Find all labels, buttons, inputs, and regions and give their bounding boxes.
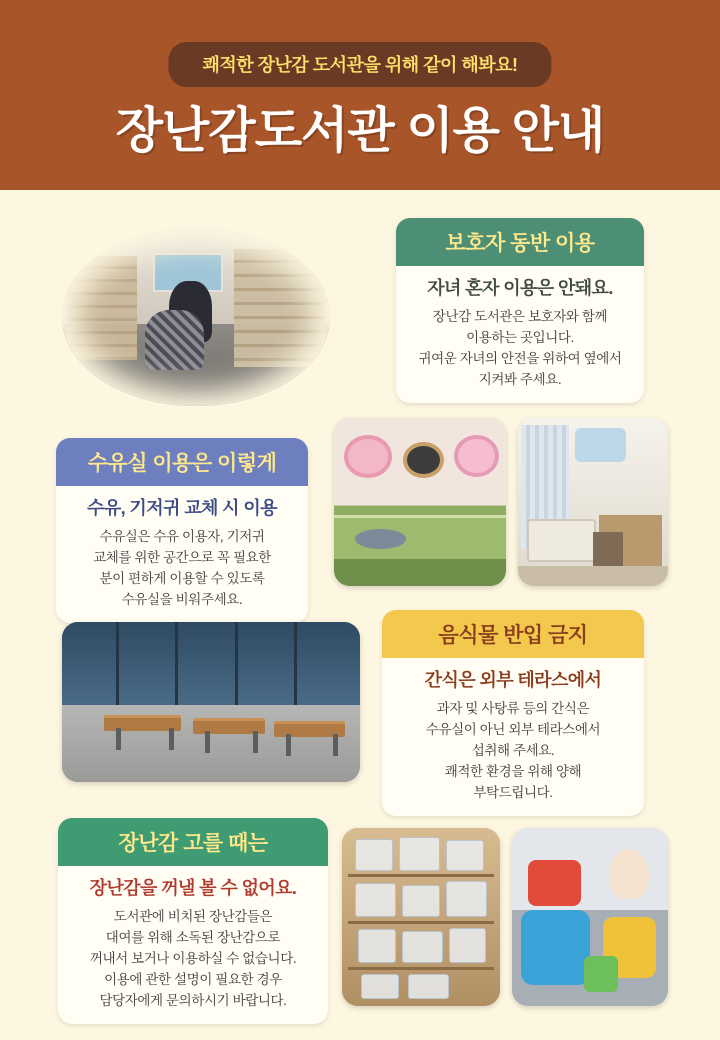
page-title: 장난감도서관 이용 안내 xyxy=(115,104,605,158)
section-body-nursing xyxy=(56,486,308,623)
section-heading-nursing: 수유실 이용은 이렇게 xyxy=(56,438,308,486)
photo-toy-ride xyxy=(512,828,668,1006)
photo-library xyxy=(62,228,330,406)
section-text-line: 수유실은 수유 이용자, 기저귀 xyxy=(99,529,265,544)
poster-header xyxy=(0,0,720,190)
section-text-line: 부탁드립니다. xyxy=(473,784,553,800)
section-text-line: 과자 및 사탕류 등의 간식은 xyxy=(436,701,590,716)
section-text-food xyxy=(392,699,634,804)
section-text-line: 꺼내서 보거나 이용하실 수 없습니다. xyxy=(89,950,297,966)
section-heading-guardian: 보호자 동반 이용 xyxy=(396,218,644,266)
photo-nursing-white xyxy=(518,418,668,586)
section-text-guardian xyxy=(406,307,634,391)
section-text-line: 수유실을 비워주세요. xyxy=(121,591,243,607)
section-text-toy xyxy=(68,907,318,1012)
photo-nursing-green xyxy=(334,418,506,586)
photo-terrace xyxy=(62,622,360,782)
section-text-line: 대여를 위해 소독된 장난감으로 xyxy=(105,929,281,945)
section-card-food xyxy=(382,610,644,816)
section-card-toy xyxy=(58,818,328,1024)
section-text-line: 수유실이 아닌 외부 테라스에서 xyxy=(425,721,601,737)
section-subheading-toy: 장난감을 꺼낼 볼 수 없어요. xyxy=(89,878,297,898)
section-text-line: 분이 편하게 이용할 수 있도록 xyxy=(99,570,265,586)
section-card-nursing xyxy=(56,438,308,623)
section-text-line: 지켜봐 주세요. xyxy=(478,371,562,387)
section-text-line: 담당자에게 문의하시기 바랍니다. xyxy=(99,992,287,1008)
section-subheading-food: 간식은 외부 테라스에서 xyxy=(424,670,602,690)
section-text-line: 쾌적한 환경을 위해 양해 xyxy=(444,763,582,779)
section-subheading-guardian: 자녀 혼자 이용은 안돼요. xyxy=(427,278,613,298)
section-card-guardian xyxy=(396,218,644,403)
section-body-guardian xyxy=(396,266,644,403)
section-text-line: 섭취해 주세요. xyxy=(471,742,555,758)
section-body-toy xyxy=(58,866,328,1024)
section-heading-food: 음식물 반입 금지 xyxy=(382,610,644,658)
section-text-line: 장난감 도서관은 보호자와 함께 xyxy=(432,309,608,324)
photo-toy-shelf xyxy=(342,828,500,1006)
section-text-nursing xyxy=(66,527,298,611)
section-text-line: 귀여운 자녀의 안전을 위하여 옆에서 xyxy=(418,350,622,366)
section-body-food xyxy=(382,658,644,816)
section-text-line: 이용하는 곳입니다. xyxy=(466,329,574,345)
section-subheading-nursing: 수유, 기저귀 교체 시 이용 xyxy=(87,498,277,518)
header-ribbon-text: 쾌적한 장난감 도서관을 위해 같이 해봐요! xyxy=(168,42,551,87)
section-text-line: 도서관에 비치된 장난감들은 xyxy=(113,909,273,924)
section-text-line: 교체를 위한 공간으로 꼭 필요한 xyxy=(93,549,271,565)
section-heading-toy: 장난감 고를 때는 xyxy=(58,818,328,866)
section-text-line: 이용에 관한 설명이 필요한 경우 xyxy=(104,971,282,987)
